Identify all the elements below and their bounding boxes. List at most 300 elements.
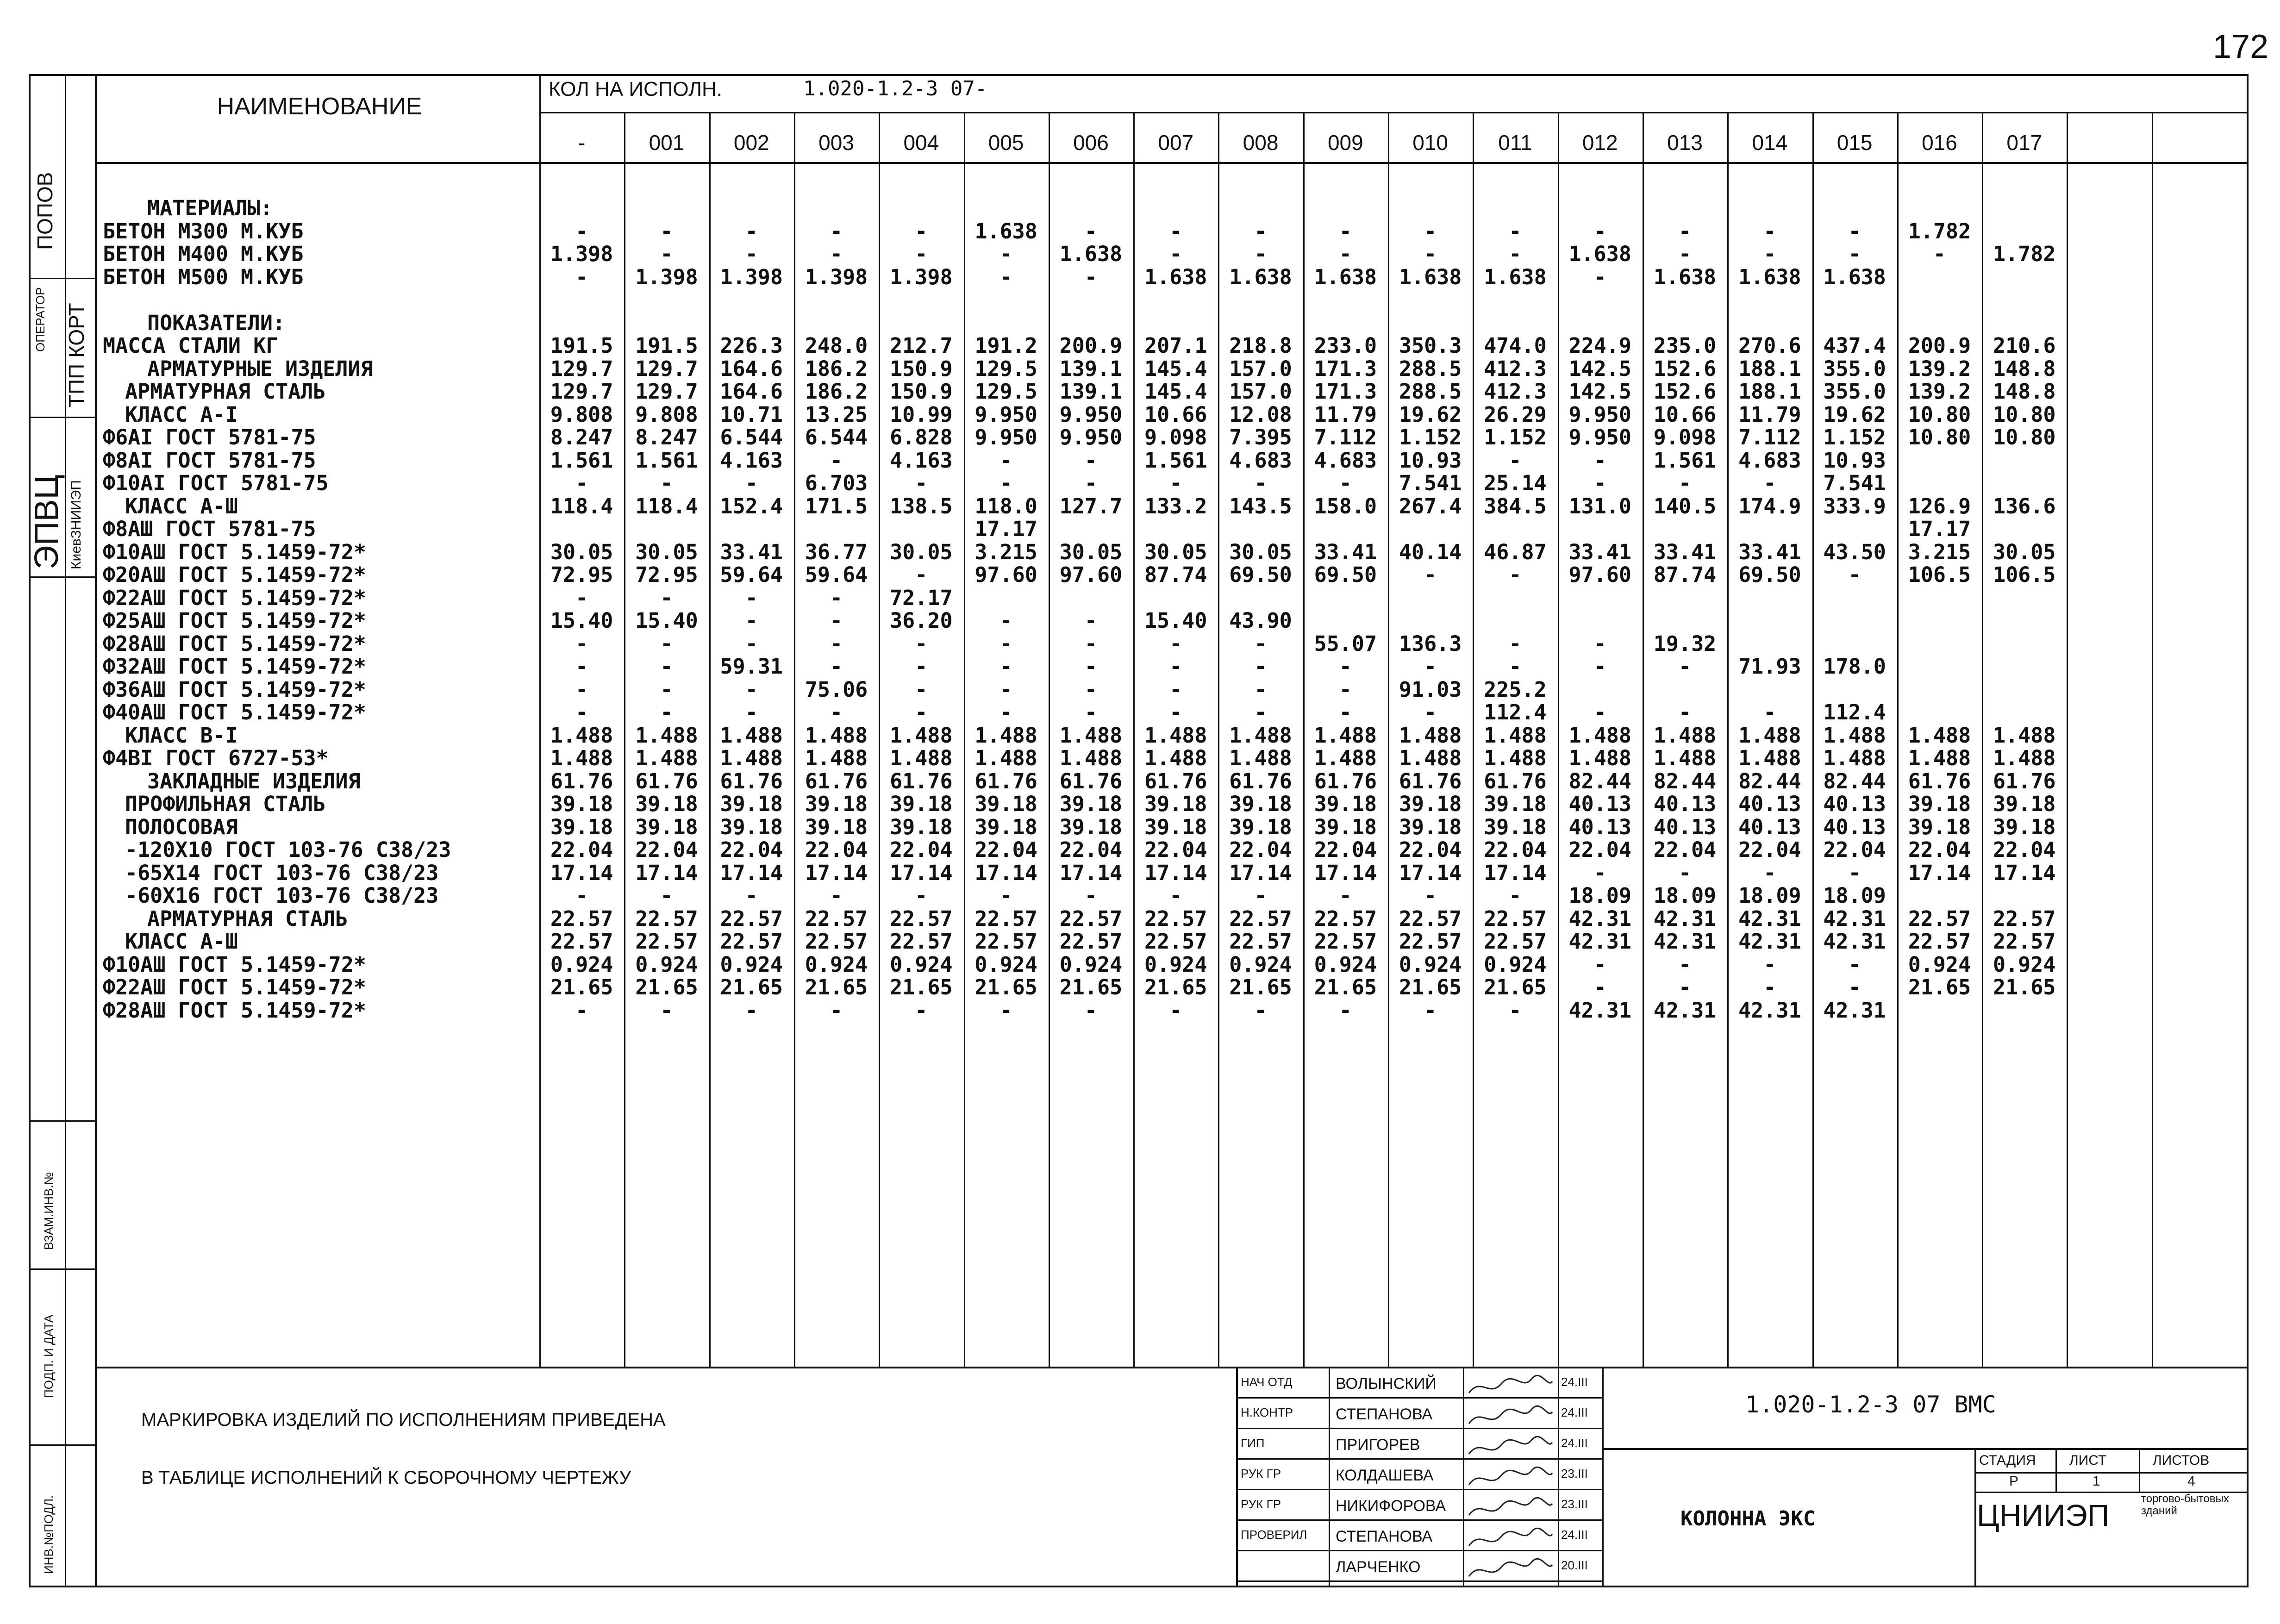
table-cell: 0.924 [1399, 952, 1462, 977]
table-cell: - [1169, 471, 1182, 495]
table-cell: - [1509, 654, 1522, 679]
table-cell: 0.924 [974, 952, 1037, 977]
table-cell: - [1763, 952, 1776, 977]
row-name: АРМАТУРНЫЕ ИЗДЕЛИЯ [147, 356, 373, 381]
table-cell: - [915, 654, 928, 679]
table-cell: 1.561 [1144, 448, 1207, 473]
table-cell: 61.76 [1399, 768, 1462, 793]
table-cell: 1.488 [1059, 723, 1123, 748]
column-header-6: 006 [1073, 131, 1109, 155]
table-cell: 22.57 [1314, 929, 1377, 954]
table-cell: 55.07 [1314, 631, 1377, 656]
note-line-2: В ТАБЛИЦЕ ИСПОЛНЕНИЙ К СБОРОЧНОМУ ЧЕРТЕЖУ [141, 1468, 631, 1488]
table-cell: - [1763, 975, 1776, 999]
table-cell: - [575, 219, 588, 244]
table-cell: 42.31 [1823, 906, 1886, 931]
table-cell: 218.8 [1229, 333, 1292, 358]
signature-name: СТЕПАНОВА [1336, 1405, 1433, 1423]
table-cell: 22.57 [550, 929, 613, 954]
table-cell: 0.924 [550, 952, 613, 977]
table-cell: - [1848, 975, 1861, 999]
table-cell: 6.544 [805, 425, 868, 450]
table-cell: - [830, 631, 843, 656]
table-cell: 97.60 [1568, 562, 1631, 587]
column-header-17: 017 [2006, 131, 2043, 155]
table-cell: 1.488 [1738, 723, 1801, 748]
table-cell: 1.398 [720, 264, 783, 289]
row-name: ПРОФИЛЬНАЯ СТАЛЬ [125, 792, 326, 816]
table-cell: 42.31 [1738, 906, 1801, 931]
series-code: 1.020-1.2-3 07- [803, 77, 987, 100]
table-cell: 17.14 [1144, 860, 1207, 885]
table-cell: 22.04 [1399, 837, 1462, 862]
table-cell: 30.05 [890, 539, 953, 564]
row-name: КЛАСС А-Ш [125, 929, 238, 954]
table-cell: 42.31 [1568, 998, 1631, 1023]
table-cell: 40.13 [1568, 792, 1631, 816]
table-cell: 0.924 [1229, 952, 1292, 977]
table-cell: 21.65 [1314, 975, 1377, 999]
table-cell: 1.782 [1908, 219, 1971, 244]
table-cell: 22.04 [1484, 837, 1547, 862]
table-cell: - [660, 883, 673, 908]
table-cell: - [575, 631, 588, 656]
table-cell: 40.13 [1823, 792, 1886, 816]
table-cell: 22.57 [1399, 906, 1462, 931]
column-line-19 [2152, 112, 2153, 1368]
table-cell: - [999, 883, 1012, 908]
table-cell: 1.488 [890, 746, 953, 770]
table-cell: 42.31 [1653, 929, 1717, 954]
table-cell: 43.50 [1823, 539, 1886, 564]
column-header-15: 015 [1836, 131, 1873, 155]
row-name: Ф40АШ ГОСТ 5.1459-72* [103, 700, 366, 725]
table-cell: 22.04 [1653, 837, 1717, 862]
table-cell: 25.14 [1484, 471, 1547, 495]
table-cell: - [1084, 998, 1097, 1023]
table-cell: 0.924 [1314, 952, 1377, 977]
table-cell: 39.18 [1059, 814, 1123, 839]
table-cell: 129.7 [635, 379, 698, 404]
column-header-11: 011 [1498, 131, 1532, 155]
table-cell: - [1678, 471, 1692, 495]
table-cell: 171.3 [1314, 379, 1377, 404]
table-cell: 61.76 [1059, 768, 1123, 793]
table-cell: 1.638 [1314, 264, 1377, 289]
table-cell: 39.18 [1314, 814, 1377, 839]
table-cell: 22.04 [1229, 837, 1292, 862]
header-divider [539, 112, 2248, 113]
table-cell: 7.112 [1314, 425, 1377, 450]
table-cell: 171.3 [1314, 356, 1377, 381]
table-cell: - [999, 700, 1012, 725]
table-cell: 39.18 [1144, 792, 1207, 816]
table-cell: - [1254, 700, 1267, 725]
table-cell: - [1424, 654, 1437, 679]
table-cell: 127.7 [1059, 493, 1123, 518]
row-name: Ф28АШ ГОСТ 5.1459-72* [103, 631, 366, 656]
table-cell: 1.398 [805, 264, 868, 289]
table-cell: 39.18 [550, 814, 613, 839]
table-cell: 22.57 [720, 929, 783, 954]
table-cell: 3.215 [1908, 539, 1971, 564]
row-name: Ф6АI ГОСТ 5781-75 [103, 425, 316, 450]
table-cell: 17.14 [1908, 860, 1971, 885]
column-header-5: 005 [988, 131, 1024, 155]
table-cell: 9.950 [1568, 402, 1631, 427]
table-cell: - [830, 448, 843, 473]
table-cell: - [1424, 562, 1437, 587]
table-cell: 1.488 [635, 746, 698, 770]
table-cell: 40.13 [1823, 814, 1886, 839]
signature-role: ГИП [1241, 1436, 1265, 1450]
table-cell: 22.57 [1229, 929, 1292, 954]
signature-name: КОЛДАШЕВА [1336, 1467, 1434, 1484]
table-cell: 3.215 [974, 539, 1037, 564]
table-cell: - [1848, 952, 1861, 977]
table-cell: 39.18 [805, 814, 868, 839]
table-cell: 39.18 [1229, 814, 1292, 839]
table-cell: - [1509, 562, 1522, 587]
table-cell: - [1509, 998, 1522, 1023]
table-cell: - [1933, 242, 1946, 266]
table-cell: - [999, 471, 1012, 495]
table-cell: 17.17 [1908, 517, 1971, 541]
row-name: АРМАТУРНАЯ СТАЛЬ [147, 906, 348, 931]
table-cell: 59.31 [720, 654, 783, 679]
table-cell: - [1509, 448, 1522, 473]
table-cell: 8.247 [635, 425, 698, 450]
table-cell: 139.1 [1059, 379, 1123, 404]
table-cell: 33.41 [1738, 539, 1801, 564]
signature-name: ЛАРЧЕНКО [1336, 1558, 1421, 1576]
table-cell: - [575, 677, 588, 702]
table-cell: 6.703 [805, 471, 868, 495]
table-cell: 61.76 [890, 768, 953, 793]
table-cell: 224.9 [1568, 333, 1631, 358]
table-cell: 1.398 [550, 242, 613, 266]
table-cell: 19.62 [1399, 402, 1462, 427]
row-name: Ф8АШ ГОСТ 5781-75 [103, 517, 316, 541]
table-cell: 1.488 [1993, 723, 2056, 748]
table-cell: 288.5 [1399, 379, 1462, 404]
row-name: Ф10АШ ГОСТ 5.1459-72* [103, 952, 366, 977]
table-cell: - [1678, 242, 1692, 266]
signature-name: ПРИГОРЕВ [1336, 1436, 1420, 1454]
table-cell: 17.14 [1484, 860, 1547, 885]
table-cell: - [745, 242, 758, 266]
table-cell: 22.57 [1144, 906, 1207, 931]
table-cell: - [745, 631, 758, 656]
table-cell: - [660, 677, 673, 702]
table-cell: 42.31 [1653, 906, 1717, 931]
table-cell: - [660, 219, 673, 244]
table-cell: 22.57 [805, 929, 868, 954]
table-cell: - [1509, 883, 1522, 908]
table-cell: 7.112 [1738, 425, 1801, 450]
table-cell: 61.76 [720, 768, 783, 793]
table-cell: 7.541 [1823, 471, 1886, 495]
table-cell: - [1593, 860, 1606, 885]
table-cell: 17.14 [550, 860, 613, 885]
table-cell: 1.638 [974, 219, 1037, 244]
table-cell: - [915, 677, 928, 702]
table-cell: - [745, 608, 758, 633]
table-cell: 22.57 [890, 906, 953, 931]
table-cell: - [1084, 677, 1097, 702]
table-cell: - [915, 471, 928, 495]
table-cell: 9.950 [974, 425, 1037, 450]
table-cell: - [915, 700, 928, 725]
table-cell: 61.76 [1993, 768, 2056, 793]
row-name: Ф25АШ ГОСТ 5.1459-72* [103, 608, 366, 633]
table-cell: 97.60 [974, 562, 1037, 587]
table-cell: - [1678, 860, 1692, 885]
table-cell: 61.76 [974, 768, 1037, 793]
table-cell: 22.57 [720, 906, 783, 931]
table-cell: 235.0 [1653, 333, 1717, 358]
table-cell: 1.488 [720, 723, 783, 748]
row-name: КЛАСС В-I [125, 723, 238, 748]
table-cell: 39.18 [1144, 814, 1207, 839]
table-cell: - [830, 654, 843, 679]
column-header-16: 016 [1922, 131, 1957, 155]
table-cell: 178.0 [1823, 654, 1886, 679]
table-cell: 1.488 [1823, 723, 1886, 748]
table-cell: - [999, 264, 1012, 289]
table-cell: 40.13 [1568, 814, 1631, 839]
table-cell: - [1678, 219, 1692, 244]
signature-role: РУК ГР [1241, 1497, 1281, 1511]
table-cell: 30.05 [550, 539, 613, 564]
table-cell: 19.62 [1823, 402, 1886, 427]
table-cell: - [1848, 860, 1861, 885]
table-cell: 17.14 [1059, 860, 1123, 885]
table-cell: 22.04 [1738, 837, 1801, 862]
title-block-stage-divider [1974, 1448, 1976, 1587]
table-cell: 4.683 [1738, 448, 1801, 473]
frame-inner-left [95, 74, 97, 1587]
table-cell: - [660, 242, 673, 266]
table-cell: 207.1 [1144, 333, 1207, 358]
table-cell: 150.9 [890, 379, 953, 404]
table-cell: 18.09 [1738, 883, 1801, 908]
table-cell: 97.60 [1059, 562, 1123, 587]
table-cell: 61.76 [1908, 768, 1971, 793]
table-cell: 133.2 [1144, 493, 1207, 518]
column-header-kol: КОЛ НА ИСПОЛН. [549, 78, 722, 100]
table-cell: 142.5 [1568, 379, 1631, 404]
row-name: ПОЛОСОВАЯ [125, 814, 238, 839]
table-cell: - [830, 883, 843, 908]
table-cell: 171.5 [805, 493, 868, 518]
table-cell: 131.0 [1568, 493, 1631, 518]
table-cell: 139.2 [1908, 356, 1971, 381]
table-cell: - [999, 448, 1012, 473]
table-cell: 1.638 [1738, 264, 1801, 289]
table-cell: 26.29 [1484, 402, 1547, 427]
table-cell: 17.14 [890, 860, 953, 885]
table-cell: 10.80 [1908, 402, 1971, 427]
table-cell: 21.65 [1399, 975, 1462, 999]
table-cell: 22.04 [720, 837, 783, 862]
table-cell: - [1084, 264, 1097, 289]
table-cell: 233.0 [1314, 333, 1377, 358]
table-cell: 22.04 [1314, 837, 1377, 862]
table-cell: - [1169, 883, 1182, 908]
table-cell: 1.488 [550, 746, 613, 770]
table-cell: 0.924 [1484, 952, 1547, 977]
table-cell: 61.76 [550, 768, 613, 793]
table-cell: 10.80 [1993, 425, 2056, 450]
table-cell: 69.50 [1229, 562, 1292, 587]
table-cell: - [1763, 700, 1776, 725]
table-cell: - [1424, 242, 1437, 266]
table-cell: 42.31 [1823, 929, 1886, 954]
table-cell: 1.488 [1484, 746, 1547, 770]
table-cell: - [999, 631, 1012, 656]
signature-date: 24.III [1561, 1405, 1588, 1419]
side-strip-divider [65, 74, 66, 1587]
table-cell: - [1254, 998, 1267, 1023]
table-cell: 87.74 [1144, 562, 1207, 587]
table-cell: 13.25 [805, 402, 868, 427]
table-cell: 145.4 [1144, 379, 1207, 404]
table-cell: 225.2 [1484, 677, 1547, 702]
table-cell: 140.5 [1653, 493, 1717, 518]
table-cell: 9.808 [635, 402, 698, 427]
page-number: 172 [2213, 28, 2269, 65]
table-cell: 61.76 [805, 768, 868, 793]
table-cell: 474.0 [1484, 333, 1547, 358]
table-cell: 42.31 [1653, 998, 1717, 1023]
table-cell: - [1509, 219, 1522, 244]
sheet-value: 1 [2093, 1474, 2100, 1489]
table-cell: 33.41 [1653, 539, 1717, 564]
table-cell: 1.488 [1059, 746, 1123, 770]
table-cell: - [1084, 883, 1097, 908]
table-cell: 33.41 [1314, 539, 1377, 564]
signature-role: НАЧ ОТД [1241, 1375, 1293, 1389]
table-cell: 0.924 [890, 952, 953, 977]
side-label-kiev: КиевЗНИИЭП [69, 480, 84, 569]
table-cell: 112.4 [1484, 700, 1547, 725]
table-cell: - [1509, 242, 1522, 266]
table-cell: 188.1 [1738, 379, 1801, 404]
signature-date: 24.III [1561, 1528, 1588, 1542]
signature-date: 24.III [1561, 1375, 1588, 1389]
table-cell: 7.541 [1399, 471, 1462, 495]
table-cell: 188.1 [1738, 356, 1801, 381]
table-cell: - [1593, 975, 1606, 999]
table-cell: 129.7 [635, 356, 698, 381]
table-cell: 9.808 [550, 402, 613, 427]
table-cell: 42.31 [1738, 929, 1801, 954]
table-cell: - [999, 608, 1012, 633]
signature-role: РУК ГР [1241, 1467, 1281, 1480]
table-cell: 40.13 [1738, 814, 1801, 839]
signature-name: ВОЛЫНСКИЙ [1336, 1375, 1437, 1393]
table-cell: - [999, 242, 1012, 266]
table-cell: 39.18 [720, 792, 783, 816]
table-cell: 1.488 [1144, 746, 1207, 770]
table-cell: 22.04 [890, 837, 953, 862]
table-cell: 17.14 [1229, 860, 1292, 885]
table-cell: 39.18 [974, 814, 1037, 839]
table-cell: 1.152 [1823, 425, 1886, 450]
table-cell: 30.05 [1144, 539, 1207, 564]
signature-scribble-icon [1467, 1372, 1555, 1400]
frame-right [2247, 74, 2249, 1587]
table-cell: - [1169, 654, 1182, 679]
table-cell: 136.6 [1993, 493, 2056, 518]
table-cell: 139.2 [1908, 379, 1971, 404]
side-stamp-line-4 [29, 1120, 96, 1122]
table-cell: 39.18 [805, 792, 868, 816]
column-header-9: 009 [1327, 131, 1363, 155]
table-cell: 1.638 [1823, 264, 1886, 289]
table-cell: 17.14 [974, 860, 1037, 885]
table-cell: - [915, 562, 928, 587]
table-cell: 6.828 [890, 425, 953, 450]
row-name: Ф32АШ ГОСТ 5.1459-72* [103, 654, 366, 679]
table-cell: - [915, 883, 928, 908]
table-cell: 200.9 [1908, 333, 1971, 358]
table-cell: - [1254, 883, 1267, 908]
table-cell: 384.5 [1484, 493, 1547, 518]
table-cell: 164.6 [720, 379, 783, 404]
table-cell: - [575, 264, 588, 289]
table-cell: 42.31 [1568, 929, 1631, 954]
table-cell: 118.4 [550, 493, 613, 518]
table-cell: - [1084, 608, 1097, 633]
table-cell: - [915, 219, 928, 244]
table-cell: - [830, 219, 843, 244]
table-cell: 186.2 [805, 379, 868, 404]
column-header-1: 001 [649, 131, 685, 155]
table-cell: 191.5 [550, 333, 613, 358]
table-cell: - [1593, 654, 1606, 679]
title-block-left [1236, 1367, 1238, 1587]
table-cell: 191.5 [635, 333, 698, 358]
table-cell: - [1169, 219, 1182, 244]
table-cell: - [660, 700, 673, 725]
signature-scribble-icon [1467, 1525, 1555, 1553]
table-cell: 9.950 [1059, 425, 1123, 450]
header-bottom [95, 162, 2248, 164]
table-cell: - [1763, 219, 1776, 244]
table-cell: 59.64 [805, 562, 868, 587]
table-bottom [95, 1367, 2248, 1368]
table-cell: 1.488 [1568, 723, 1631, 748]
table-cell: 39.18 [1993, 792, 2056, 816]
table-cell: - [660, 654, 673, 679]
table-cell: - [1424, 219, 1437, 244]
table-cell: 143.5 [1229, 493, 1292, 518]
table-cell: 15.40 [1144, 608, 1207, 633]
table-cell: - [1254, 677, 1267, 702]
title-block-sign-divider [1558, 1367, 1559, 1587]
table-cell: - [660, 471, 673, 495]
table-cell: 10.93 [1823, 448, 1886, 473]
table-cell: 9.098 [1144, 425, 1207, 450]
table-cell: - [1424, 700, 1437, 725]
table-cell: 39.18 [974, 792, 1037, 816]
table-cell: - [1084, 654, 1097, 679]
table-cell: 1.638 [1484, 264, 1547, 289]
table-cell: 22.57 [635, 929, 698, 954]
table-cell: 112.4 [1823, 700, 1886, 725]
